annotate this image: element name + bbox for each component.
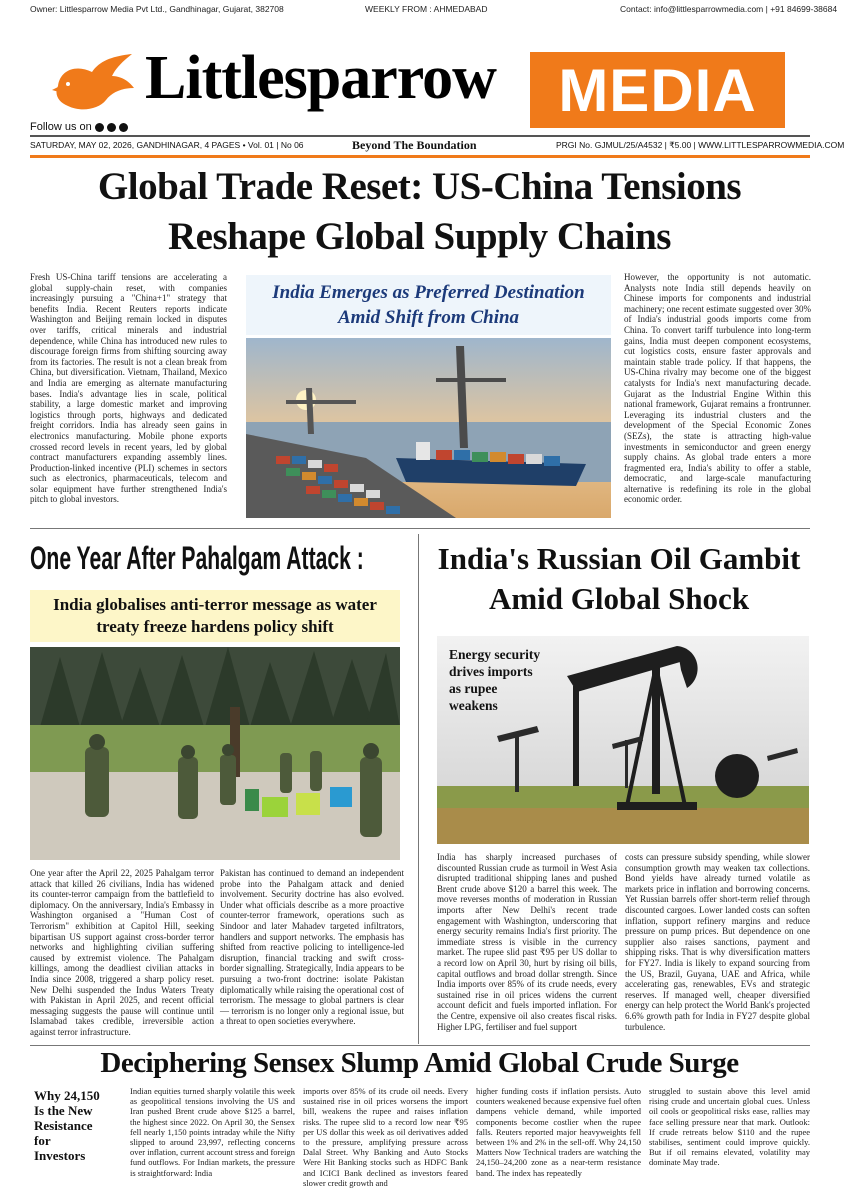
- pahalgam-subhead: [30, 590, 400, 642]
- oil-caption-line2: drives imports: [449, 664, 533, 679]
- tagline: Beyond The Boundation: [352, 138, 477, 152]
- owner-info: Owner: Littlesparrow Media Pvt Ltd., Gandhinagar, Gujarat, 382708: [30, 4, 284, 14]
- sensex-side-line5: Investors: [34, 1148, 86, 1163]
- instagram-icon[interactable]: [95, 123, 104, 132]
- youtube-icon[interactable]: [107, 123, 116, 132]
- header-rule: [30, 135, 810, 137]
- pahalgam-headline-wrap: [30, 538, 410, 586]
- pahalgam-headline: One Year After Pahalgam Attack :: [30, 540, 364, 576]
- oil-photo-caption: [449, 646, 540, 714]
- column-divider: [418, 534, 419, 1044]
- lead-right-column: However, the opportunity is not automatic. Analysts note India still depends heavily on Chinese imports for components and industrial machinery; one recent estimate suggested over 30% of India's industrial goods imports come from China. To convert tariff turbulence into long-term gains, India must deepen component ecosystems, cut logistics costs, ensure faster approvals and maintain stable trade policy. If that happens, the US-China rivalry may become one of the biggest catalysts for India's next manufacturing decade. Gujarat as the Industrial Engine Within this national framework, Gujarat remains a frontrunner. Leveraging its industrial clusters and the development of the Special Economic Zones (SEZs), the state is attracting high-value investments in semiconductor and green energy supply chains. As global trade enters a more fragmented era, India's ability to offer a stable, democratic, and large-scale manufacturing alternative is redefining its role in the global economic order.: [624, 272, 811, 505]
- oil-column-1: India has sharply increased purchases of discounted Russian crude as turmoil in West Asia disrupted traditional shipping lanes and pushed Brent crude above $120 a barrel this week. The move reverses months of moderation in Russian imports after New Delhi's recent trade engagement with Washington, underscoring that energy security remains India's first priority. The immediate stress is visible in the currency market. The rupee slid past ₹95 per US dollar to a record low on April 30, hurt by rising oil bills, capital outflows and broad dollar strength. Since India imports over 85% of its crude needs, every sustained rise in oil prices widens the current account deficit and fuels imported inflation. For the Centre, expensive oil also creates fiscal risks. Higher LPG, fertiliser and fuel support: [437, 852, 617, 1032]
- oil-column-2: costs can pressure subsidy spending, while slower consumption growth may weaken tax collections. Bond yields have already turned volatile as markets price in inflation and borrowing concerns. Yet Russian barrels offer short-term relief through discounted cargoes. Lower landed costs can soften inflation, support refinery margins and reduce pressure on pump prices. But dependence on one supplier also raises sanctions, payment and shipping risks. That is why diversification matters for FY27. India is likely to expand sourcing from the US, Brazil, Guyana, UAE and Africa, while accelerating gas, renewables, EVs and strategic reserves. If managed well, cheaper diversified energy can help protect the World Bank's projected 6.6% growth path for India in FY27 despite global turbulence.: [625, 852, 810, 1032]
- sensex-column-3: higher funding costs if inflation persists. Auto counters weakened because expensive fuel often dampens vehicle demand, while imported components become costlier when the rupee falls. Reuters reported major heavyweights fell between 1% and 2% in the sell-off. Why 24,150 Matters Now Technical traders are watching the 24,150–24,200 zone as a near-term resistance band. The index has repeatedly: [476, 1086, 641, 1178]
- oil-caption-line1: Energy security: [449, 647, 541, 662]
- lead-subhead-line2: Amid Shift from China: [337, 307, 520, 328]
- sensex-side-line4: for: [34, 1133, 51, 1148]
- sensex-side-line1: Why 24,150: [34, 1088, 100, 1103]
- orange-rule: [30, 155, 810, 158]
- port-photo: [246, 338, 611, 518]
- brand-media-box: MEDIA: [530, 52, 785, 128]
- brand-name: Littlesparrow: [145, 44, 496, 112]
- sparrow-logo-icon: [50, 50, 140, 116]
- oil-caption-line3: as rupee: [449, 681, 498, 696]
- oil-headline-line1: India's Russian Oil Gambit: [437, 541, 801, 576]
- sensex-side-headline: [34, 1088, 120, 1163]
- pahalgam-subhead-line1: India globalises anti-terror message as water: [53, 595, 377, 614]
- contact-info: Contact: info@littlesparrowmedia.com | +91 84699-38684: [620, 4, 838, 14]
- dateline: SATURDAY, MAY 02, 2026, GANDHINAGAR, 4 PAGES • Vol. 01 | No 06: [30, 140, 304, 150]
- pahalgam-column-1: One year after the April 22, 2025 Pahalgam terror attack that killed 26 civilians, India has widened its counter-terror campaign from the battlefield to diplomacy. On the anniversary, India's Embassy in Washington organised a "Human Cost of Terrorism" exhibition at Capitol Hill, seeking bipartisan US support against cross-border terror networks and highlighting civilian suffering caused by extremist violence. The Pahalgam killings, among the deadliest civilian attacks in India since 2008, triggered a sharp policy reset. New Delhi suspended the Indus Waters Treaty with Pakistan in April 2025, and recent official messaging suggests the pause will continue until Islamabad takes credible, irreversible action against terror infrastructure.: [30, 868, 214, 1037]
- sensex-side-line2: Is the New: [34, 1103, 93, 1118]
- lead-headline-line2: Reshape Global Supply Chains: [168, 215, 671, 258]
- section-divider: [30, 528, 810, 529]
- pahalgam-photo: [30, 647, 400, 860]
- follow-us: [30, 121, 128, 133]
- pahalgam-column-2: Pakistan has continued to demand an independent probe into the Pahalgam attack and denied involvement. Security doctrine has also evolved. Under what officials describe as a more proactive counter-terror framework, operations such as Sindoor and later Mahadev targeted infiltrators, handlers and support networks. The emphasis has shifted from reactive policing to intelligence-led disruption, financial tracking and swift cross-border signalling. Strategically, India appears to be pursuing a two-front doctrine: isolate Pakistan diplomatically while raising the operational cost of terrorism. The message to global partners is clear — terrorism is no longer only a regional issue, but a threat to open societies everywhere.: [220, 868, 404, 1027]
- oil-headline-line2: Amid Global Shock: [488, 581, 750, 616]
- lead-subhead-line1: India Emerges as Preferred Destination: [272, 282, 585, 303]
- follow-label: Follow us on: [30, 121, 92, 133]
- facebook-icon[interactable]: [119, 123, 128, 132]
- edition-type: WEEKLY FROM : AHMEDABAD: [365, 4, 488, 14]
- lead-headline-line1: Global Trade Reset: US-China Tensions: [97, 165, 742, 208]
- lead-left-column: Fresh US-China tariff tensions are accelerating a global supply-chain reset, with companies increasingly pursuing a "China+1" strategy that benefits India. Recent Reuters reports indicate Washington and Beijing remain locked in disputes over tariffs, critical minerals and industrial dependence, while China has introduced new rules to discourage foreign firms from shifting sourcing away from its factories. The result is not a clean break from China, but diversification. Vietnam, Thailand, Mexico and India are emerging as alternate manufacturing bases. India's advantage lies in scale, political stability, a large domestic market and improving logistics through ports, highways and dedicated freight corridors. India has already seen gains in electronics manufacturing. Mobile phone exports crossed record levels in recent years, led by global contract manufacturers expanding assembly lines. Production-linked incentive (PLI) schemes in sectors such as electronics, pharmaceuticals, telecom and solar equipment have further strengthened India's pitch to global investors.: [30, 272, 227, 505]
- pahalgam-subhead-line2: treaty freeze hardens policy shift: [96, 617, 334, 636]
- registration-info: PRGI No. GJMUL/25/A4532 | ₹5.00 | WWW.LITTLESPARROWMEDIA.COM: [556, 140, 844, 150]
- sensex-column-1: Indian equities turned sharply volatile this week as geopolitical tensions involving the US and Iran pushed Brent crude above $125 a barrel, the highest since 2022. On April 30, the Sensex fell nearly 1,150 points intraday while the Nifty slipped to around 23,997, reflecting concerns over inflation, current account stress and foreign fund outflows. For Indian markets, the pressure is straightforward: India: [130, 1086, 295, 1178]
- oil-caption-line4: weakens: [449, 698, 498, 713]
- lead-subhead: [246, 275, 611, 335]
- sensex-column-4: struggled to sustain above this level amid rising crude and uncertain global cues. Unless oil cools or geopolitical risks ease, rallies may face selling pressure near that mark. Outlook: If crude retreats below $110 and the rupee stabilises, sentiment could improve quickly. But if oil remains elevated, volatility may dominate May trade.: [649, 1086, 810, 1168]
- sensex-headline: Deciphering Sensex Slump Amid Global Crude Surge: [100, 1047, 739, 1079]
- sensex-column-2: imports over 85% of its crude oil needs. Every sustained rise in oil prices worsens the import bill, weakens the rupee and raises inflation risks. The rupee slid to a record low near ₹95 per US dollar this week as oil derivatives added to the pressure, amplifying pressure across Dalal Street. Why Banking and Auto Stocks Were Hit Banking stocks such as HDFC Bank and ICICI Bank declined as investors feared slower credit growth and: [303, 1086, 468, 1188]
- sensex-side-line3: Resistance: [34, 1118, 93, 1133]
